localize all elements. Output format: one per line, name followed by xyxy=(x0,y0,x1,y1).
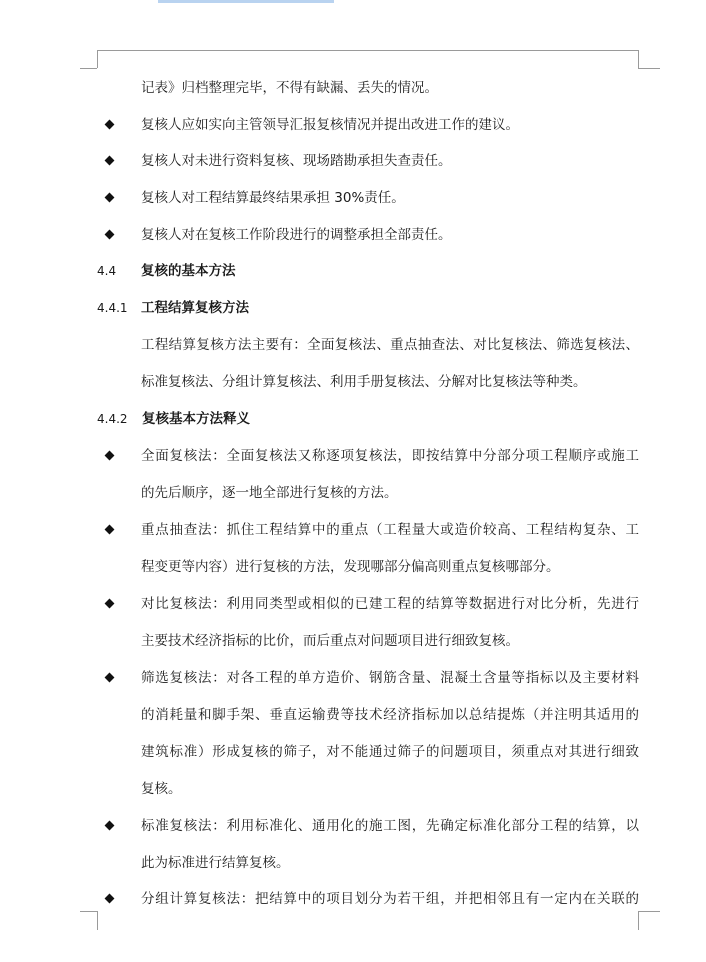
list-item-text: 复核人对工程结算最终结果承担 30%责任。 xyxy=(141,190,405,206)
section-heading-4-4 xyxy=(0,259,706,283)
diamond-bullet-icon xyxy=(105,451,115,461)
list-item-continuation xyxy=(0,629,706,653)
continuation-line xyxy=(0,76,706,100)
list-item xyxy=(0,186,706,210)
list-item xyxy=(0,887,706,911)
list-item-text: 筛选复核法：对各工程的单方造价、钢筋含量、混凝土含量等指标以及主要材料 xyxy=(141,670,639,686)
diamond-bullet-icon xyxy=(105,120,115,130)
diamond-bullet-icon xyxy=(105,821,115,831)
list-item xyxy=(0,444,706,468)
paragraph-text: 标准复核法、分组计算复核法、利用手册复核法、分解对比复核法等种类。 xyxy=(141,374,587,390)
list-item xyxy=(0,223,706,247)
list-item-text: 对比复核法：利用同类型或相似的已建工程的结算等数据进行对比分析，先进行 xyxy=(141,596,639,612)
paragraph-line xyxy=(0,333,706,357)
section-heading-4-4-2 xyxy=(0,407,706,431)
margin-mark-bottom-left-v xyxy=(97,911,98,930)
list-item-text: 分组计算复核法：把结算中的项目划分为若干组，并把相邻且有一定内在关联的 xyxy=(141,891,639,907)
margin-mark-top-left-h xyxy=(80,68,97,69)
section-title: 复核基本方法释义 xyxy=(142,411,250,427)
diamond-bullet-icon xyxy=(105,599,115,609)
section-number: 4.4.2 xyxy=(97,412,128,426)
list-item-text: 重点抽查法：抓住工程结算中的重点（工程量大或造价较高、工程结构复杂、工 xyxy=(141,522,639,538)
paragraph-line xyxy=(0,370,706,394)
list-item-text: 复核人对未进行资料复核、现场踏勘承担失查责任。 xyxy=(141,153,452,169)
paragraph-text: 工程结算复核方法主要有：全面复核法、重点抽查法、对比复核法、筛选复核法、 xyxy=(141,337,639,353)
margin-mark-bottom-left-h xyxy=(80,911,97,912)
list-item xyxy=(0,518,706,542)
list-item-text: 复核人对在复核工作阶段进行的调整承担全部责任。 xyxy=(141,227,452,243)
text-line: 记表》归档整理完毕，不得有缺漏、丢失的情况。 xyxy=(141,80,438,96)
section-title: 工程结算复核方法 xyxy=(141,300,249,316)
list-item-continuation xyxy=(0,851,706,875)
margin-mark-top-right-v xyxy=(638,50,639,68)
list-item-text: 的先后顺序，逐一地全部进行复核的方法。 xyxy=(141,485,398,501)
list-item-text: 建筑标准）形成复核的筛子，对不能通过筛子的问题项目，须重点对其进行细致 xyxy=(141,744,639,760)
list-item xyxy=(0,666,706,690)
list-item-continuation xyxy=(0,703,706,727)
margin-mark-bottom-right-h xyxy=(638,911,660,912)
list-item xyxy=(0,592,706,616)
margin-mark-top-left-v xyxy=(97,50,98,68)
diamond-bullet-icon xyxy=(105,673,115,683)
diamond-bullet-icon xyxy=(105,193,115,203)
margin-mark-top-right-h xyxy=(638,68,660,69)
list-item-continuation xyxy=(0,740,706,764)
list-item-continuation xyxy=(0,481,706,505)
section-number: 4.4.1 xyxy=(97,301,128,315)
list-item-text: 程变更等内容）进行复核的方法，发现哪部分偏高则重点复核哪部分。 xyxy=(141,559,560,575)
margin-mark-bottom-right-v xyxy=(638,911,639,930)
list-item xyxy=(0,149,706,173)
list-item-text: 主要技术经济指标的比价，而后重点对问题项目进行细致复核。 xyxy=(141,633,519,649)
list-item-text: 的消耗量和脚手架、垂直运输费等技术经济指标加以总结提炼（并注明其适用的 xyxy=(141,707,639,723)
list-item-text: 复核人应如实向主管领导汇报复核情况并提出改进工作的建议。 xyxy=(141,117,519,133)
list-item-continuation xyxy=(0,777,706,801)
margin-mark-top-line xyxy=(97,50,638,51)
diamond-bullet-icon xyxy=(105,156,115,166)
diamond-bullet-icon xyxy=(105,230,115,240)
list-item xyxy=(0,814,706,838)
section-title: 复核的基本方法 xyxy=(141,263,236,279)
list-item-continuation xyxy=(0,555,706,579)
section-number: 4.4 xyxy=(97,264,117,278)
diamond-bullet-icon xyxy=(105,525,115,535)
list-item-text: 复核。 xyxy=(141,781,182,797)
list-item-text: 此为标准进行结算复核。 xyxy=(141,855,290,871)
list-item-text: 标准复核法：利用标准化、通用化的施工图，先确定标准化部分工程的结算，以 xyxy=(141,818,639,834)
section-heading-4-4-1 xyxy=(0,296,706,320)
list-item-text: 全面复核法：全面复核法又称逐项复核法，即按结算中分部分项工程顺序或施工 xyxy=(141,448,639,464)
diamond-bullet-icon xyxy=(105,894,115,904)
top-accent-bar xyxy=(158,0,334,3)
list-item xyxy=(0,113,706,137)
